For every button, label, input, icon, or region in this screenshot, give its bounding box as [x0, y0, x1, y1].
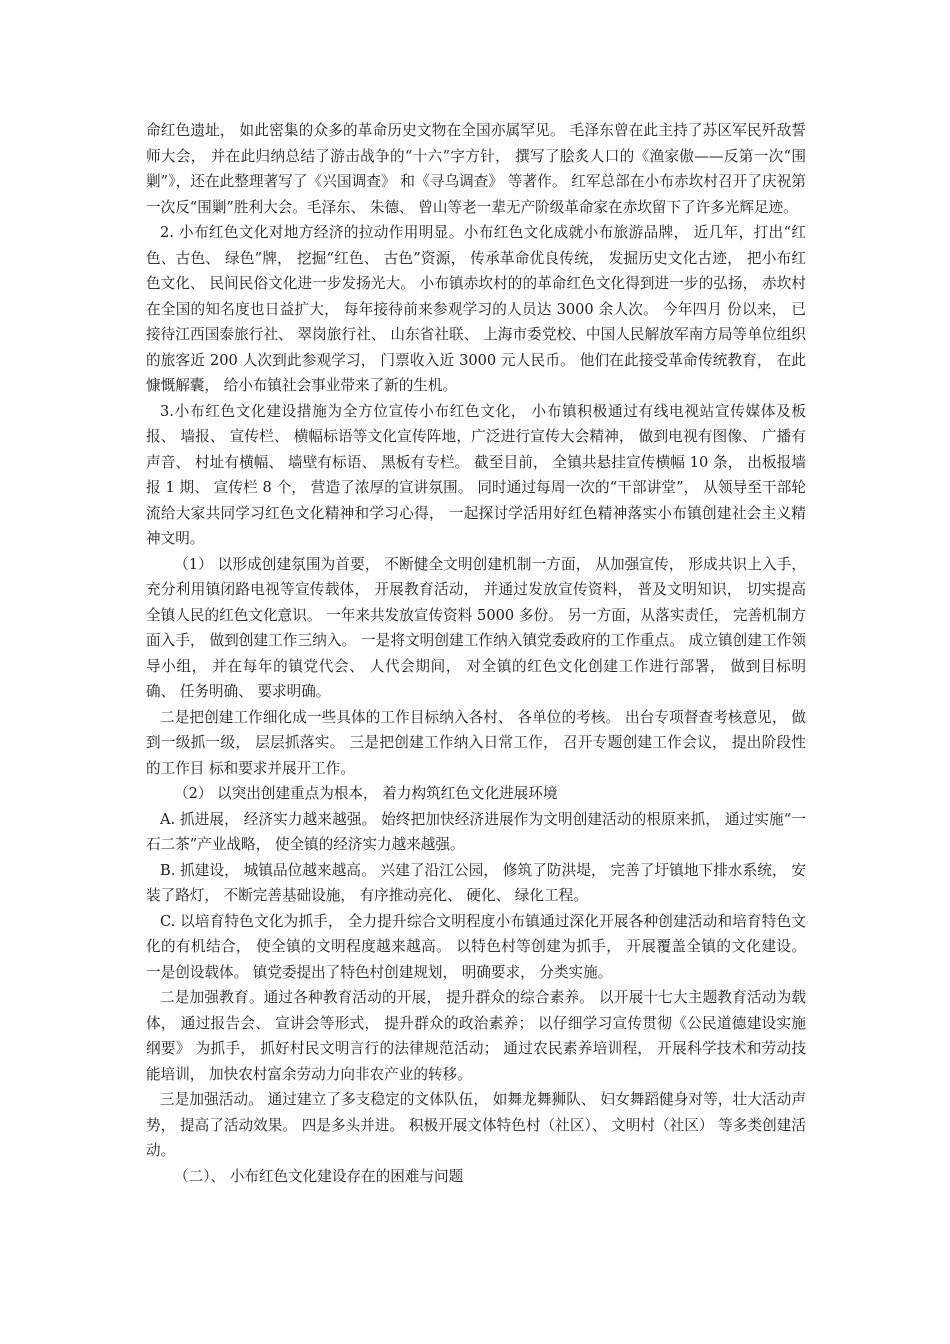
paragraph-sub-1: （1） 以形成创建氛围为首要， 不断健全文明创建机制一方面， 从加强宣传， 形成共识上入手， 充分利用镇闭路电视等宣传载体， 开展教育活动， 并通过发放宣传资料， 普及文明知识， 切实提高全镇人民的红色文化意识。 一年来共发放宣传资料 5000 多份。 另一方面，从落实责任， 完善机制方面入手， 做到创建工作三纳入。 一是将文明创建工作纳入镇党委政府的工作重点。 成立镇创建工作领导小组， 并在每年的镇党代会、 人代会期间， 对全镇的红色文化创建工作进行部署， 做到目标明确、 任务明确、 要求明确。 — [146, 555, 806, 700]
paragraph-second: 二是把创建工作细化成一些具体的工作目标纳入各村、 各单位的考核。 出台专项督查考核意见， 做到一级抓一级， 层层抓落实。 三是把创建工作纳入日常工作， 召开专题创建工作会议， 提出阶段性的工作目 标和要求并展开工作。 — [146, 708, 806, 777]
paragraph-sub-2: （2） 以突出创建重点为根本， 着力构筑红色文化进展环境 — [174, 785, 558, 802]
paragraph-activity: 三是加强活动。 通过建立了多支稳定的文体队伍， 如舞龙舞狮队、 妇女舞蹈健身对等，壮大活动声势， 提高了活动效果。 四是多头并进。 积极开展文体特色村（社区）、 文明村（社区） 等多类创建活动。 — [146, 1091, 806, 1159]
paragraph-intro-continued: 命红色遗址， 如此密集的众多的革命历史文物在全国亦属罕见。 毛泽东曾在此主持了苏区军民歼敌誓师大会， 并在此归纳总结了游击战争的“十六”字方针， 撰写了脍炙人口的《渔家傲——反第一次“围剿”》，还在此整理著写了《兴国调查》 和《寻乌调查》 等著作。 红军总部在小布赤坎村召开了庆祝第一次反“围剿”胜利大会。毛泽东、 朱德、 曾山等老一辈无产阶级革命家在赤坎留下了许多光辉足迹。 — [146, 122, 806, 216]
paragraph-item-3: 3.小布红色文化建设措施为全方位宣传小布红色文化， 小布镇积极通过有线电视站宣传媒体及板报、 墙报、 宣传栏、 横幅标语等文化宣传阵地，广泛进行宣传大会精神， 做到电视有图像、 广播有声音、 村址有横幅、 墙壁有标语、 黑板有专栏。 截至目前， 全镇共悬挂宣传横幅 10 条， 出板报墙报 1 期、 宣传栏 8 个， 营造了浓厚的宣讲氛围。 同时通过每周一次的“干部讲堂”， 从领导至干部轮流给大家共同学习红色文化精神和学习心得， 一起探讨学活用好红色精神落实小布镇创建社会主义精神文明。 — [146, 402, 806, 547]
paragraph-item-2: 2. 小布红色文化对地方经济的拉动作用明显。小布红色文化成就小布旅游品牌， 近几年，打出“红色、古色、 绿色”牌， 挖掘“红色、 古色”资源， 传承革命优良传统， 发掘历史文化古迹， 把小布红色文化、 民间民俗文化进一步发扬光大。 小布镇赤坎村的的革命红色文化得到进一步的弘扬， 赤坎村在全国的知名度也日益扩大， 每年接待前来参观学习的人员达 3000 余人次。 今年四月 份以来， 已接待江西国泰旅行社、 翠岗旅行社、 山东省社联、 上海市委党校、中国人民解放军南方局等单位组织的旅客近 200 人次到此参观学习， 门票收入近 3000 元人民币。 他们在此接受革命传统教育， 在此慷慨解囊， 给小布镇社会事业带来了新的生机。 — [146, 224, 806, 394]
paragraph-a: A. 抓进展， 经济实力越来越强。 始终把加快经济进展作为文明创建活动的根原来抓， 通过实施“一石二茶”产业战略， 使全镇的经济实力越来越强。 — [146, 810, 806, 853]
document-body — [146, 118, 806, 1189]
paragraph-b: B. 抓建设， 城镇品位越来越高。 兴建了沿江公园， 修筑了防洪堤， 完善了圩镇地下排水系统， 安装了路灯， 不断完善基础设施， 有序推动亮化、 硬化、 绿化工程。 — [146, 861, 806, 904]
paragraph-c: C. 以培育特色文化为抓手， 全力提升综合文明程度小布镇通过深化开展各种创建活动和培育特色文化的有机结合， 使全镇的文明程度越来越高。 以特色村等创建为抓手， 开展覆盖全镇的文化建设。 一是创设载体。 镇党委提出了特色村创建规划， 明确要求， 分类实施。 — [146, 912, 806, 981]
paragraph-education: 二是加强教育。通过各种教育活动的开展， 提升群众的综合素养。 以开展十七大主题教育活动为载体， 通过报告会、 宣讲会等形式， 提升群众的政治素养； 以仔细学习宣传贯彻《公民道德建设实施纲要》 为抓手， 抓好村民文明言行的法律规范活动； 通过农民素养培训程， 开展科学技术和劳动技能培训， 加快农村富余劳动力向非农产业的转移。 — [146, 989, 806, 1083]
section-heading-2: （二）、 小布红色文化建设存在的困难与问题 — [174, 1167, 464, 1185]
